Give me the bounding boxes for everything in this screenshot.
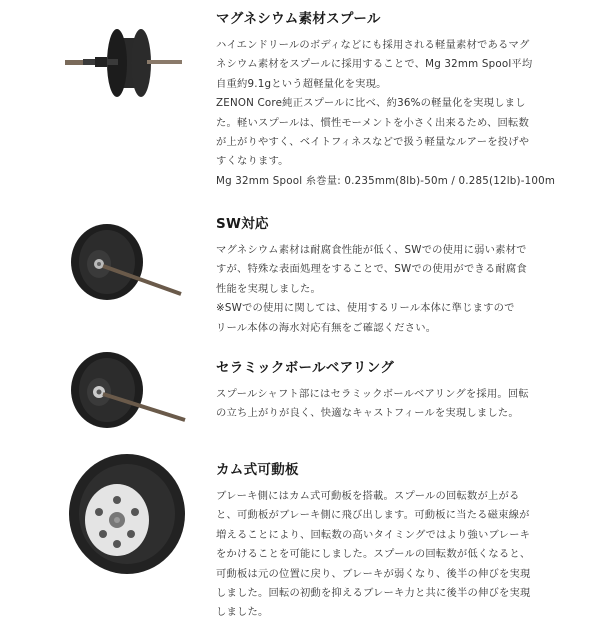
- description-line: 可動板は元の位置に戻り、ブレーキが弱くなり、後半の伸びを実現: [216, 567, 531, 580]
- spool-side-photo: [55, 20, 195, 110]
- feature-text: [216, 212, 588, 338]
- description-line: と、可動板がブレーキ側に飛び出します。可動板に当たる磁束線が: [216, 509, 530, 522]
- feature-description: [216, 36, 588, 191]
- description-line: 性能を実現しました。: [216, 282, 321, 295]
- feature-heading: SW対応: [216, 216, 269, 232]
- description-line: しました。回転の初動を抑えるブレーキ力と共に後半の伸びを実現: [216, 587, 531, 600]
- description-line: ハイエンドリールのボディなどにも採用される軽量素材であるマグ: [216, 39, 530, 51]
- description-line: しました。: [216, 606, 269, 619]
- description-line: ZENON Core純正スプールに比べ、約36%の軽量化を実現しまし: [216, 97, 526, 110]
- feature-section-magnesium-spool: [0, 0, 600, 200]
- spool-side-image: [55, 20, 195, 110]
- bearing-photo: [55, 346, 195, 436]
- description-line: をかけることを可能にしました。スプールの回転数が低くなると、: [216, 548, 531, 561]
- spool-angle-image: [55, 214, 195, 304]
- description-line: 自重約9.1gという超軽量化を実現。: [216, 77, 387, 90]
- description-line: リール本体の海水対応有無をご確認ください。: [216, 321, 437, 334]
- cam-plate-photo: [55, 450, 195, 580]
- description-line: ネシウム素材をスプールに採用することで、Mg 32mm Spool平均: [216, 58, 533, 71]
- description-line: すが、特殊な表面処理をすることで、SWでの使用ができる耐腐食: [216, 263, 527, 276]
- feature-heading: カム式可動板: [216, 462, 299, 478]
- description-line: スプールシャフト部にはセラミックボールベアリングを採用。回転: [216, 388, 529, 400]
- description-line: すくなります。: [216, 155, 289, 168]
- description-line: が上がりやすく、ベイトフィネスなどで扱う軽量なルアーを投げや: [216, 136, 530, 149]
- feature-section-ceramic-bearing: [0, 340, 600, 450]
- feature-heading: セラミックボールベアリング: [216, 360, 395, 376]
- feature-section-sw: [0, 200, 600, 340]
- feature-text: [216, 458, 588, 623]
- description-line: 増えることにより、回転数の高いタイミングではより強いブレーキ: [216, 528, 531, 541]
- feature-description: [216, 241, 588, 338]
- spool-angle-photo: [55, 214, 195, 304]
- description-line: た。軽いスプールは、慣性モーメントを小さく出来るため、回転数: [216, 116, 530, 129]
- cam-plate-image: [55, 450, 195, 580]
- description-line: の立ち上がりが良く、快適なキャストフィールを実現しました。: [216, 407, 519, 420]
- description-line: Mg 32mm Spool 糸巻量: 0.235mm(8lb)-50m / 0.285(12lb)-100m: [216, 174, 556, 187]
- description-line: ※SWでの使用に関しては、使用するリール本体に準じますので: [216, 302, 515, 315]
- feature-text: [216, 356, 588, 424]
- description-line: マグネシウム素材は耐腐食性能が低く、SWでの使用に弱い素材で: [216, 244, 527, 256]
- feature-description: [216, 487, 588, 623]
- feature-text: [216, 7, 588, 191]
- feature-heading: マグネシウム素材スプール: [216, 11, 381, 27]
- feature-description: [216, 385, 588, 424]
- feature-section-cam-plate: [0, 450, 600, 619]
- bearing-image: [55, 346, 195, 436]
- description-line: ブレーキ側にはカム式可動板を搭載。スプールの回転数が上がる: [216, 490, 520, 502]
